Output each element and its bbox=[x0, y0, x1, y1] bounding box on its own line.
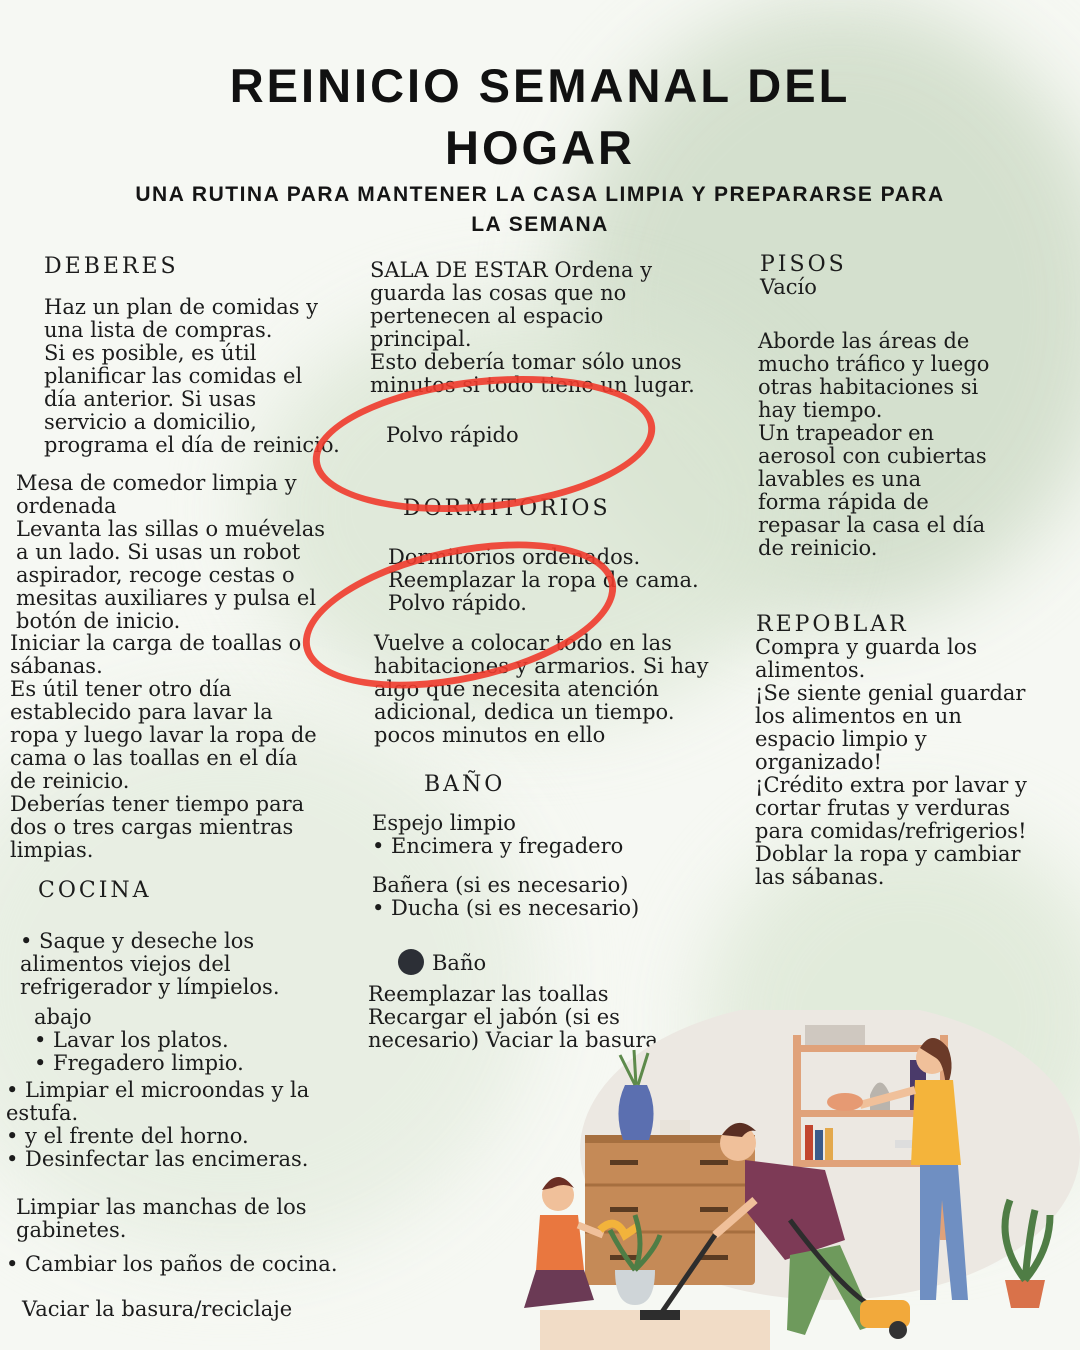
cocina-item-1: • Saque y deseche los alimentos viejos del refrigerador y límpielos. bbox=[20, 929, 280, 999]
cleaning-family-illustration bbox=[500, 1010, 1080, 1350]
vacuum-icon bbox=[860, 1300, 910, 1339]
bullet-dot-icon bbox=[398, 949, 424, 975]
page-subtitle: UNA RUTINA PARA MANTENER LA CASA LIMPIA Y PREPARARSE PARA LA SEMANA bbox=[135, 183, 945, 236]
bano-item-4: Reemplazar las toallas Recargar el jabón (si es necesario) Vaciar la basura bbox=[368, 982, 658, 1052]
bano-item-2: Bañera (si es necesario) • Ducha (si es necesario) bbox=[372, 873, 640, 920]
pisos-heading: PISOS bbox=[760, 252, 847, 277]
dormitorios-text: Dormitorios ordenados. Reemplazar la ropa de cama. Polvo rápido. bbox=[388, 545, 699, 615]
deberes-text: Haz un plan de comidas y una lista de compras. Si es posible, es útil planificar las comidas el día anterior. Si usas servicio a domicilio, programa el día de reinicio. bbox=[44, 295, 340, 457]
bano-item-3-label: Baño bbox=[432, 951, 487, 975]
cocina-item-4: Limpiar las manchas de los gabinetes. bbox=[16, 1195, 307, 1242]
vuelve-colocar-text: Vuelve a colocar todo en las habitaciones y armarios. Si hay algo que necesita atención adicional, dedica un tiempo. pocos minutos en ello bbox=[374, 631, 709, 747]
cocina-item-5: • Cambiar los paños de cocina. bbox=[6, 1252, 338, 1276]
dormitorios-heading: DORMITORIOS bbox=[403, 496, 611, 521]
bano-item-3 bbox=[398, 926, 486, 975]
carga-toallas-text: Iniciar la carga de toallas o sábanas. Es útil tener otro día establecido para lavar la ropa y luego lavar la ropa de cama o las toallas en el día de reinicio. Deberías tener tiempo para dos o tres cargas mientras limpias. bbox=[10, 631, 317, 862]
mesa-comedor-text: Mesa de comedor limpia y ordenada Levanta las sillas o muévelas a un lado. Si usas un robot aspirador, recoge cestas o mesitas auxiliares y pulsa el botón de inicio. bbox=[16, 471, 325, 633]
repoblar-heading: REPOBLAR bbox=[756, 612, 909, 637]
pisos-text: Aborde las áreas de mucho tráfico y luego otras habitaciones si hay tiempo. Un trapeador en aerosol con cubiertas lavables es una forma rápida de repasar la casa el día de reinicio. bbox=[758, 329, 990, 560]
cocina-heading: COCINA bbox=[38, 878, 152, 903]
bano-item-1: Espejo limpio • Encimera y fregadero bbox=[372, 811, 624, 858]
cocina-item-6: Vaciar la basura/reciclaje bbox=[22, 1297, 293, 1321]
deberes-heading: DEBERES bbox=[44, 254, 179, 279]
sala-estar-text: SALA DE ESTAR Ordena y guarda las cosas que no pertenecen al espacio principal. Esto debería tomar sólo unos minutos si todo tiene un lugar. bbox=[370, 258, 695, 397]
cocina-item-2: abajo • Lavar los platos. • Fregadero limpio. bbox=[34, 1005, 244, 1075]
polvo-rapido-text: Polvo rápido bbox=[386, 423, 519, 447]
repoblar-text: Compra y guarda los alimentos. ¡Se siente genial guardar los alimentos en un espacio limpio y organizado! ¡Crédito extra por lavar y cortar frutas y verduras para comidas/refrigerios! Doblar la ropa y cambiar las sábanas. bbox=[755, 635, 1027, 889]
vase bbox=[618, 1085, 653, 1140]
bano-heading: BAÑO bbox=[424, 772, 506, 797]
pisos-subtitle: Vacío bbox=[760, 275, 817, 299]
cocina-item-3: • Limpiar el microondas y la estufa. • y el frente del horno. • Desinfectar las encimeras. bbox=[6, 1078, 310, 1171]
page-title: REINICIO SEMANAL DEL HOGAR bbox=[229, 59, 851, 174]
